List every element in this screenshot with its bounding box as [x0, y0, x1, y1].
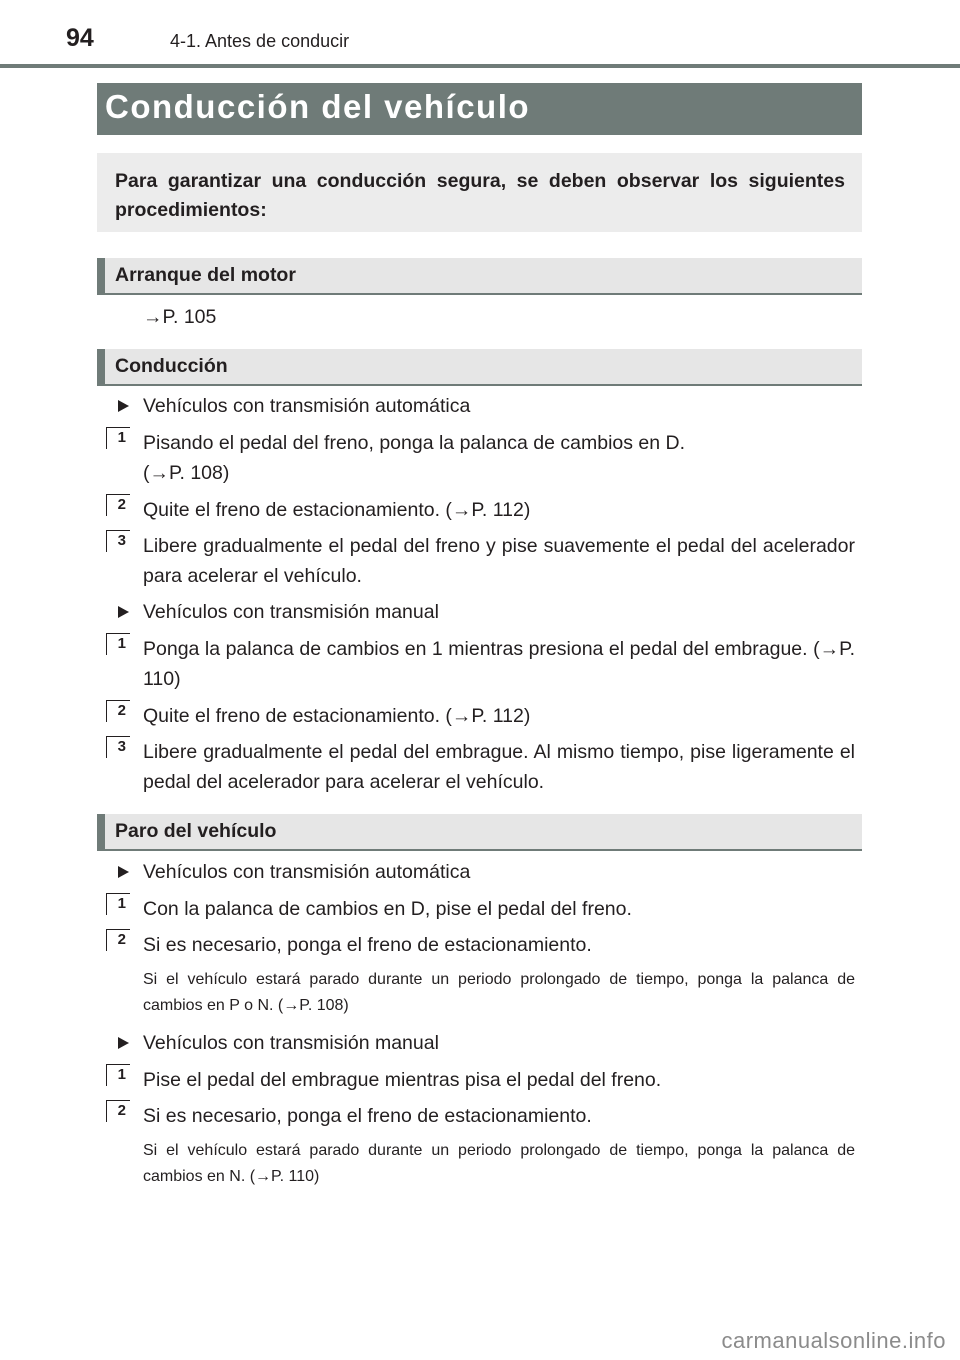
section-conduccion-heading [97, 349, 862, 386]
section-label: Conducción [115, 355, 228, 377]
section-label: Paro del vehículo [115, 820, 277, 842]
subsection-label: Vehículos con transmisión manual [143, 1032, 439, 1054]
intro-text: Para garantizar una conducción segura, se deben observar los siguientes procedimientos: [115, 170, 845, 221]
step-text: Libere gradualmente el pedal del embrague. Al mismo tiempo, pise ligeramente el pedal del acelerador para acelerar el vehículo. [143, 741, 855, 793]
step-text-continued: (→P. 108) [143, 462, 230, 484]
section-label: Arranque del motor [115, 264, 296, 286]
step-number: 2 [106, 929, 130, 951]
step-text: Con la palanca de cambios en D, pise el pedal del freno. [143, 898, 632, 920]
step-number: 1 [106, 427, 130, 449]
triangle-bullet-icon [118, 400, 129, 412]
step-number: 2 [106, 494, 130, 516]
step-text: Si es necesario, ponga el freno de estacionamiento. [143, 1105, 592, 1127]
step-text: Ponga la palanca de cambios en 1 mientras presiona el pedal del embrague. (→P. 110) [143, 638, 855, 690]
section-arranque-heading [97, 258, 862, 295]
page-title: Conducción del vehículo [105, 88, 531, 125]
page-reference-link[interactable]: →P. 105 [143, 306, 217, 328]
section-paro-heading [97, 814, 862, 851]
triangle-bullet-icon [118, 1037, 129, 1049]
step-text: Pise el pedal del embrague mientras pisa el pedal del freno. [143, 1069, 662, 1091]
step-number: 2 [106, 1100, 130, 1122]
triangle-bullet-icon [118, 606, 129, 618]
chapter-title: 4-1. Antes de conducir [170, 31, 350, 51]
page-header [0, 0, 960, 70]
step-text: Pisando el pedal del freno, ponga la palanca de cambios en D. [143, 432, 686, 454]
subsection-label: Vehículos con transmisión automática [143, 861, 471, 883]
step-number: 2 [106, 700, 130, 722]
section-marker [97, 349, 105, 386]
triangle-bullet-icon [118, 866, 129, 878]
page-number: 94 [66, 24, 94, 52]
step-number: 3 [106, 530, 130, 552]
step-text: Quite el freno de estacionamiento. (→P. 112) [143, 499, 531, 521]
note-text: Si el vehículo estará parado durante un periodo prolongado de tiempo, ponga la palanca de cambios en P o N. (→P. 108) [143, 971, 855, 1014]
header-divider [0, 64, 960, 68]
step-text: Quite el freno de estacionamiento. (→P. 112) [143, 705, 531, 727]
page-title-bar [97, 83, 862, 135]
subsection-label: Vehículos con transmisión automática [143, 395, 471, 417]
subsection-label: Vehículos con transmisión manual [143, 601, 439, 623]
note-text: Si el vehículo estará parado durante un periodo prolongado de tiempo, ponga la palanca de cambios en N. (→P. 110) [143, 1142, 855, 1185]
step-number: 1 [106, 893, 130, 915]
step-number: 1 [106, 633, 130, 655]
step-number: 3 [106, 736, 130, 758]
step-number: 1 [106, 1064, 130, 1086]
section-marker [97, 814, 105, 851]
intro-box [97, 153, 862, 232]
section-marker [97, 258, 105, 295]
step-text: Libere gradualmente el pedal del freno y pise suavemente el pedal del acelerador para acelerar el vehículo. [143, 535, 855, 587]
watermark: carmanualsonline.info [721, 1328, 946, 1353]
step-text: Si es necesario, ponga el freno de estacionamiento. [143, 934, 592, 956]
